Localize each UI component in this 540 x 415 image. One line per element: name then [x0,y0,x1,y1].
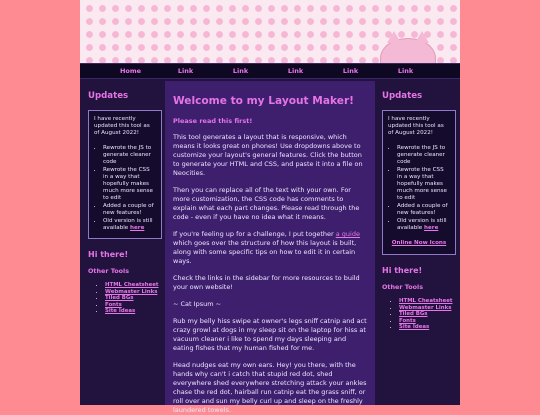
update-item: • Rewrote the JS to generate cleaner code [103,145,156,166]
cat-ipsum-paragraph-1: Rub my belly hiss swipe at owner's legs sniff catnip and act crazy growl at dogs in my sleep sit on the laptop for hiss at vacuum cleaner i like to spend my days sleeping and eating fishes that my human fished for me. [173,317,367,352]
guide-link[interactable]: a guide [335,230,360,238]
layout-frame [80,0,460,414]
update-item: • Rewrote the CSS in a way that hopefully makes much more sense to edit [103,167,156,202]
list-item [105,308,162,315]
hi-there-heading: Hi there! [382,266,423,275]
nav-link-5[interactable]: Link [397,67,414,75]
sidebar-heading-updates: Updates [88,91,129,101]
nav-link-3[interactable]: Link [287,67,304,75]
old-version-text: Old version is still available [103,218,153,231]
top-nav [80,63,460,79]
page-title: Welcome to my Layout Maker! [173,95,354,107]
customization-paragraph: Then you can replace all of the text with your own. For more customization, the CSS code has comments to explain what each part changes. Please read through the code - even if you have no idea what it means. [173,186,360,221]
list-item [399,324,456,331]
updates-list [388,145,450,232]
other-tools-heading: Other Tools [88,267,130,275]
old-version-text: Old version is still available [397,218,447,231]
other-tools-heading: Other Tools [382,283,424,291]
updates-list [94,145,156,232]
tool-link-html-cheatsheet[interactable]: HTML Cheatsheet [105,282,159,288]
updates-box [88,110,162,239]
list-item [105,282,162,289]
list-item [399,311,456,318]
list-item [399,318,456,325]
old-version-link[interactable]: here [424,225,439,231]
tool-link-webmaster-links[interactable]: Webmaster Links [105,288,158,295]
right-sidebar [382,90,456,331]
nav-link-1[interactable]: Link [177,67,194,75]
tool-link-site-ideas[interactable]: Site Ideas [105,308,136,315]
online-now-icons-link[interactable]: Online Now Icons [391,240,447,246]
cat-ipsum-paragraph-2: Head nudges eat my own ears. Hey! you there, with the hands why can't i catch that stupid red dot, shed everywhere shed everywhere stretching attack your ankles chase the red dot, hairball run catnip eat the grass sniff, or roll over and sun my belly curl up and sleep on the freshly laundered towels. [173,361,367,414]
update-item: • Added a couple of new features! [397,203,450,217]
tool-link-html-cheatsheet[interactable]: HTML Cheatsheet [399,298,453,304]
update-item [103,218,156,232]
tools-list [88,282,162,315]
list-item [399,305,456,312]
list-item [105,289,162,296]
tool-link-tiled-bgs[interactable]: Tiled BGs [399,311,428,318]
update-item: • Added a couple of new features! [103,203,156,217]
cat-ipsum-heading: ~ Cat Ipsum ~ [173,300,222,308]
list-item [399,298,456,305]
nav-link-2[interactable]: Link [232,67,249,75]
list-item [105,302,162,309]
list-item [105,295,162,302]
update-item: • Rewrote the CSS in a way that hopefully makes much more sense to edit [397,167,450,202]
guide-text-before: If you're feeling up for a challenge, I put together [173,230,336,238]
tools-list [382,298,456,331]
tool-link-webmaster-links[interactable]: Webmaster Links [399,304,452,311]
main-content [165,81,375,414]
tool-link-fonts[interactable]: Fonts [105,301,122,308]
nav-link-4[interactable]: Link [342,67,359,75]
nav-home[interactable]: Home [119,67,142,75]
old-version-link[interactable]: here [130,225,145,231]
tool-link-fonts[interactable]: Fonts [399,317,416,324]
intro-paragraph: This tool generates a layout that is responsive, which means it looks great on phones! Use dropdowns above to customize your layout's general features. Click the button to generate your HTML and CSS, and paste it into a file on Neocities. [173,133,363,177]
left-sidebar [88,90,162,315]
update-item: • Rewrote the JS to generate cleaner code [397,145,450,166]
updates-box [382,110,456,255]
sidebar-heading-updates: Updates [382,91,423,101]
read-first-heading: Please read this first! [173,117,253,125]
guide-paragraph [173,230,367,266]
hi-there-heading: Hi there! [88,250,129,259]
guide-text-after: which goes over the structure of how this layout is built, along with some specific tips on how to edit it in certain ways. [173,239,357,265]
tool-link-site-ideas[interactable]: Site Ideas [399,324,430,331]
tool-link-tiled-bgs[interactable]: Tiled BGs [105,295,134,302]
update-item [397,218,450,232]
updates-intro: I have recently updated this tool as of August 2022! [94,116,150,136]
header-banner [80,0,460,63]
updates-intro: I have recently updated this tool as of August 2022! [388,116,444,136]
sidebar-links-paragraph: Check the links in the sidebar for more resources to build your own website! [173,274,360,291]
